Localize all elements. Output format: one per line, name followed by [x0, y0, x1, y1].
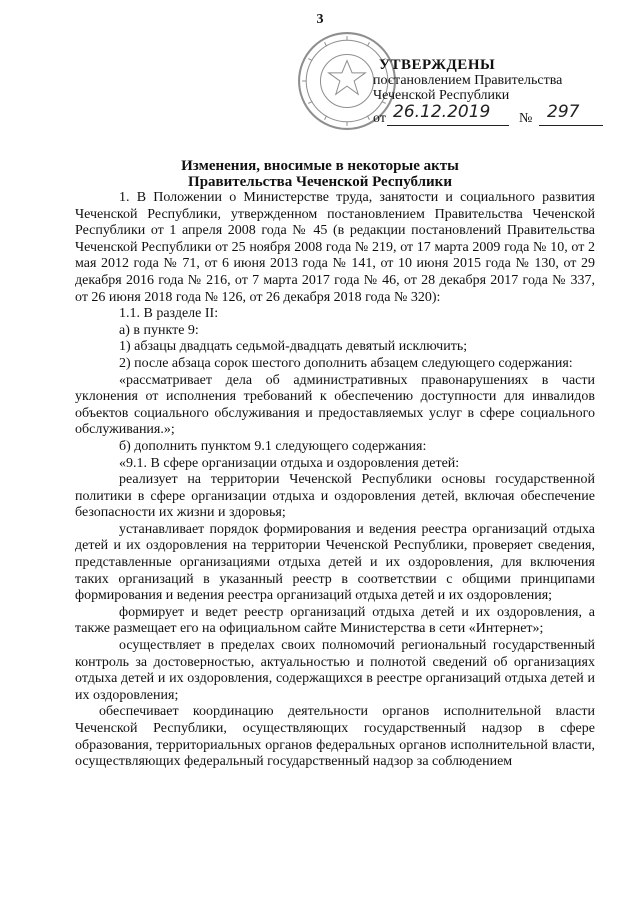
approval-number: 297	[547, 102, 580, 122]
paragraph: «9.1. В сфере организации отдыха и оздоровления детей:	[119, 455, 460, 471]
document-title-line-1: Изменения, вносимые в некоторые акты	[181, 158, 459, 174]
approval-line-2: Чеченской Республики	[373, 88, 510, 103]
document-title-line-2: Правительства Чеченской Республики	[188, 174, 452, 190]
paragraph: обеспечивает координацию деятельности органов исполнительной власти Чеченской Республики, осуществляющих государственный надзор в сфере образования, территориальных органов федеральных органов исполнительной власти, осуществляющих федеральный государственный надзор за соблюдением	[75, 704, 595, 770]
approval-date: 26.12.2019	[393, 102, 491, 122]
paragraph: «рассматривает дела об административных правонарушениях в части уклонения от исполнения требований к обеспечению доступности для инвалидов объектов социального обслуживания и предоставляемых услуг в сфере социального обслуживания.»;	[75, 372, 595, 438]
approval-line-1: постановлением Правительства	[373, 73, 563, 88]
number-underline	[539, 125, 603, 126]
approval-date-row	[373, 102, 623, 127]
approval-from-label: от	[373, 111, 386, 126]
paragraph: а) в пункте 9:	[119, 322, 199, 338]
document-body	[75, 190, 595, 771]
approval-number-label: №	[519, 111, 533, 126]
paragraph: устанавливает порядок формирования и ведения реестра организаций отдыха детей и их оздоровления на территории Чеченской Республики, проверяет сведения, представленные организациями отдыха детей и их оздоровления, для включения таких организаций в указанный реестр в соответствии с общими принципами формирования и ведения реестра организаций отдыха детей и их оздоровления;	[75, 521, 595, 604]
paragraph: б) дополнить пунктом 9.1 следующего содержания:	[119, 438, 427, 454]
paragraph: реализует на территории Чеченской Республики основы государственной политики в сфере организации отдыха и оздоровления детей, включая обеспечение безопасности их жизни и здоровья;	[75, 472, 595, 521]
paragraph: 2) после абзаца сорок шестого дополнить абзацем следующего содержания:	[119, 355, 573, 371]
paragraph: осуществляет в пределах своих полномочий региональный государственный контроль за достоверностью, актуальностью и полнотой сведений об организациях отдыха детей и их оздоровления, содержащихся в реестре организаций отдыха детей и их оздоровления;	[75, 638, 595, 703]
approval-title: УТВЕРЖДЕНЫ	[379, 57, 496, 73]
page-number: 3	[316, 12, 324, 27]
document-title	[0, 158, 640, 190]
approval-stamp	[373, 58, 623, 127]
paragraph: 1.1. В разделе II:	[119, 306, 219, 322]
paragraph: формирует и ведет реестр организаций отдыха детей и их оздоровления, а также размещает его на официальном сайте Министерства в сети «Интернет»;	[75, 604, 595, 637]
paragraph: 1. В Положении о Министерстве труда, занятости и социального развития Чеченской Республики, утвержденном постановлением Правительства Чеченской Республики от 1 апреля 2008 года № 45 (в редакции постановлений Правительства Чеченской Республики от 25 ноября 2008 года № 219, от 17 марта 2009 года № 10, от 2 мая 2012 года № 71, от 6 июня 2013 года № 141, от 10 июня 2015 года № 130, от 29 декабря 2016 года № 216, от 7 марта 2017 года № 46, от 28 декабря 2017 года № 337, от 26 июня 2018 года № 126, от 26 декабря 2018 года № 320):	[75, 190, 595, 305]
date-underline	[387, 125, 509, 126]
paragraph: 1) абзацы двадцать седьмой-двадцать девятый исключить;	[119, 339, 468, 355]
